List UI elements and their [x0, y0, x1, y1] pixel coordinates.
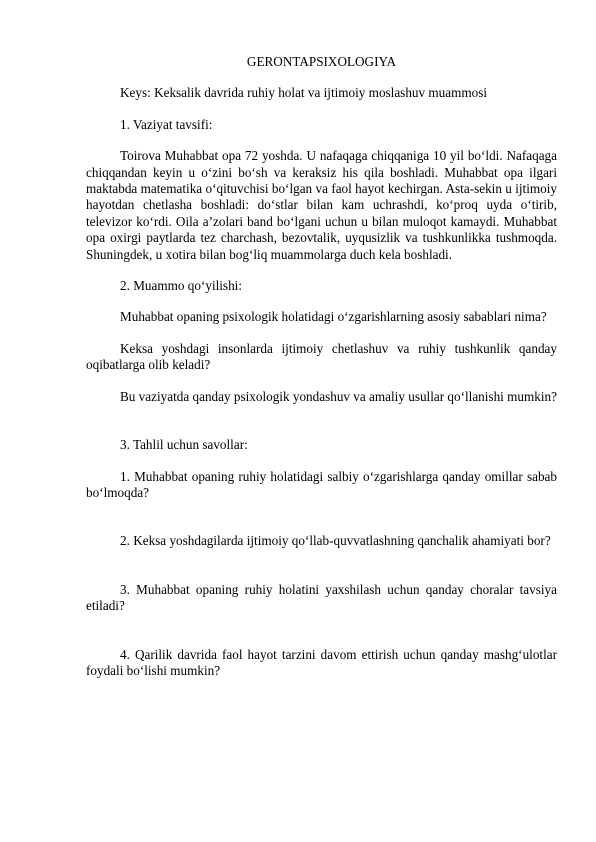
problem-question-3: Bu vaziyatda qanday psixologik yondashuv va amaliy usullar qo‘llanishi mumkin?	[120, 388, 557, 404]
document-title: GERONTAPSIXOLOGIYA	[246, 54, 397, 69]
analysis-question-1: 1. Muhabbat opaning ruhiy holatidagi salbiy o‘zgarishlarga qanday omillar sabab bo‘lmoqda?	[86, 468, 557, 500]
section-3-heading: 3. Tahlil uchun savollar:	[120, 437, 248, 453]
analysis-question-3: 3. Muhabbat opaning ruhiy holatini yaxshilash uchun qanday choralar tavsiya etiladi?	[86, 581, 557, 614]
section-2-heading: 2. Muammo qo‘yilishi:	[120, 278, 242, 294]
analysis-question-4: 4. Qarilik davrida faol hayot tarzini davom ettirish uchun qanday mashg‘ulotlar foydali bo‘lishi mumkin?	[86, 646, 557, 678]
problem-question-2: Keksa yoshdagi insonlarda ijtimoiy chetlashuv va ruhiy tushkunlik qanday oqibatlarga olib keladi?	[86, 340, 557, 373]
analysis-question-2: 2. Keksa yoshdagilarda ijtimoiy qo‘llab-quvvatlashning qanchalik ahamiyati bor?	[120, 533, 551, 549]
case-heading: Keys: Keksalik davrida ruhiy holat va ijtimoiy moslashuv muammosi	[120, 85, 488, 101]
situation-description: Toirova Muhabbat opa 72 yoshda. U nafaqaga chiqqaniga 10 yil bo‘ldi. Nafaqaga chiqqandan keyin u o‘zini bo‘sh va keraksiz his qila boshladi. Muhabbat opa ilgari maktabda matematika o‘qituvchisi bo‘lgan va faol hayot kechirgan. Asta-sekin u ijtimoiy hayotdan chetlasha boshladi: do‘stlar bilan kam uchrashdi, ko‘proq uyda o‘tirib, televizor ko‘rdi. Oila a’zolari band bo‘lgani uchun u bilan muloqot kamaydi. Muhabbat opa oxirgi paytlarda tez charchash, bezovtalik, uyqusizlik va tushkunlikka tushmoqda. Shuningdek, u xotira bilan bog‘liq muammolarga duch kela boshladi.	[86, 148, 557, 262]
document-page	[86, 54, 557, 694]
problem-question-1: Muhabbat opaning psixologik holatidagi o‘zgarishlarning asosiy sabablari nima?	[120, 309, 547, 325]
section-1-heading: 1. Vaziyat tavsifi:	[120, 116, 213, 132]
